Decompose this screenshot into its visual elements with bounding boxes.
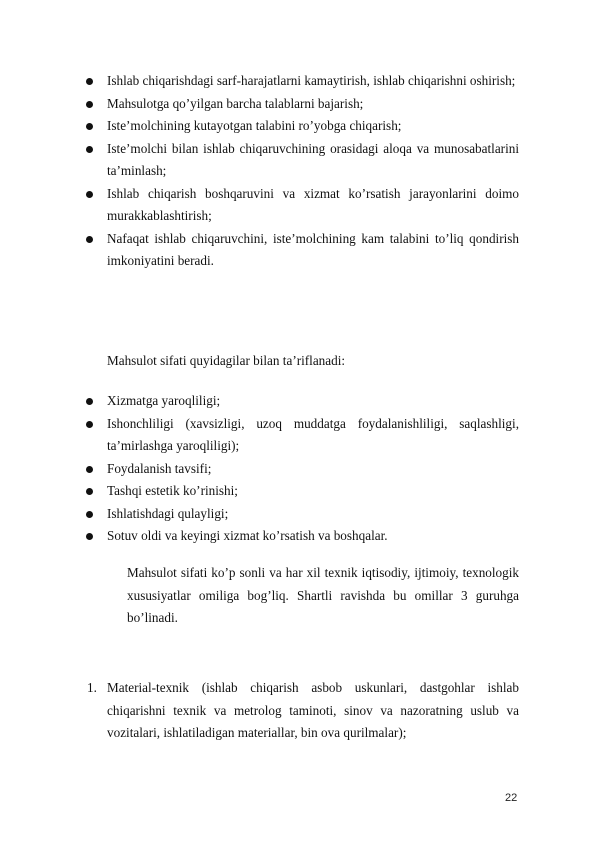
bullet-icon — [86, 236, 93, 243]
list-item-text: Foydalanish tavsifi; — [107, 460, 212, 476]
item-number: 1. — [87, 680, 97, 695]
list-item-text: Iste’molchining kutayotgan talabini ro’yobga chiqarish; — [107, 118, 402, 133]
list-item — [84, 390, 519, 413]
list-item — [84, 503, 519, 526]
list-item — [84, 138, 519, 183]
list-item-text: Ishlab chiqarishdagi sarf-harajatlarni kamaytirish, ishlab chiqarishni oshirish; — [107, 73, 516, 88]
list-item — [84, 115, 519, 138]
list-item — [84, 480, 519, 503]
list-item-text: Sotuv oldi va keyingi xizmat ko’rsatish va boshqalar. — [107, 528, 388, 543]
list-item-text: Tashqi estetik ko’rinishi; — [107, 483, 238, 498]
list-item-text: Ishlab chiqarish boshqaruvini va xizmat ko’rsatish jarayonlarini doimo murakkablashtirish; — [107, 185, 519, 223]
bullet-icon — [86, 533, 93, 540]
list-item — [84, 70, 519, 93]
list-item — [84, 228, 519, 273]
bullet-icon — [86, 146, 93, 153]
list-item-text: Xizmatga yaroqliligi; — [107, 393, 221, 408]
bullet-icon — [86, 466, 93, 473]
list-item-text: Ishlatishdagi qulayligi; — [107, 505, 229, 521]
intro-sentence: Mahsulot sifati quyidagilar bilan ta’riflanadi: — [107, 353, 346, 368]
bullet-list-quality — [84, 390, 519, 548]
list-item-text: Nafaqat ishlab chiqaruvchini, iste’molchining kam talabini to’liq qondirish imkoniyatini beradi. — [107, 230, 519, 268]
list-item — [84, 413, 519, 458]
list-item-text: Ishonchliligi (xavsizligi, uzoq muddatga foydalanishliligi, saqlashligi, ta’mirlashga yaroqliligi); — [107, 415, 519, 453]
list-item — [84, 458, 519, 481]
list-item — [84, 183, 519, 228]
list-item-text: Mahsulotga qo’yilgan barcha talablarni bajarish; — [107, 95, 364, 111]
page-number: 22 — [505, 792, 518, 804]
bullet-icon — [86, 421, 93, 428]
numbered-item — [84, 677, 519, 745]
list-item — [84, 525, 519, 548]
bullet-icon — [86, 191, 93, 198]
bullet-list-goals — [84, 70, 519, 273]
numbered-item-text: Material-texnik (ishlab chiqarish asbob uskunlari, dastgohlar ishlab chiqarishni texnik va metrolog taminoti, sinov va nazoratning uslub va vozitalari, ishlatiladigan materiallar, bin ova qurilmalar); — [107, 680, 519, 740]
bullet-icon — [86, 511, 93, 518]
bullet-icon — [86, 123, 93, 130]
bullet-icon — [86, 78, 93, 85]
list-item-text: Iste’molchi bilan ishlab chiqaruvchining orasidagi aloqa va munosabatlarini ta’minlash; — [107, 140, 519, 178]
bullet-icon — [86, 101, 93, 108]
bullet-icon — [86, 488, 93, 495]
list-item — [84, 93, 519, 116]
body-paragraph: Mahsulot sifati ko’p sonli va har xil texnik iqtisodiy, ijtimoiy, texnologik xususiyatlar omiliga bog’liq. Shartli ravishda bu omillar 3 guruhga bo’linadi. — [127, 565, 519, 625]
bullet-icon — [86, 398, 93, 405]
